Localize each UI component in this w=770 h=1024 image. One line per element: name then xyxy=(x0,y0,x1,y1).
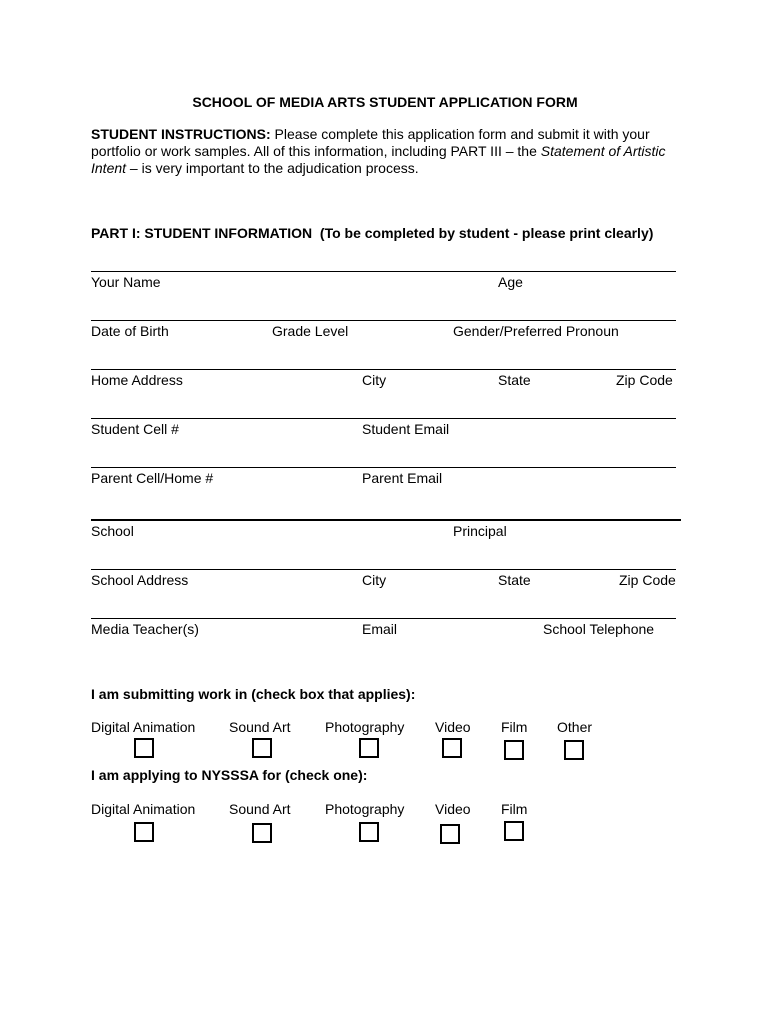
zip-code-label: Zip Code xyxy=(616,372,673,388)
part1-heading-main: PART I: STUDENT INFORMATION xyxy=(91,225,313,241)
submitting-heading: I am submitting work in (check box that applies): xyxy=(91,686,416,702)
gender-label: Gender/Preferred Pronoun xyxy=(453,323,619,339)
your-name-label: Your Name xyxy=(91,274,161,290)
submit-option-sound-art-label: Sound Art xyxy=(229,719,291,735)
media-teacher-label: Media Teacher(s) xyxy=(91,621,199,637)
state-label: State xyxy=(498,372,531,388)
submit-option-photography-label: Photography xyxy=(325,719,405,735)
submit-sound-art-checkbox[interactable] xyxy=(252,738,272,758)
email-label: Email xyxy=(362,621,398,637)
principal-label: Principal xyxy=(453,523,507,539)
submit-other-checkbox[interactable] xyxy=(564,740,584,760)
submit-option-film-label: Film xyxy=(501,719,528,735)
student-email-label: Student Email xyxy=(362,421,450,437)
school-label: School xyxy=(91,523,134,539)
part1-heading xyxy=(91,225,653,241)
instructions-text-1: Please complete this application form and submit it with your portfolio or work samples. All of this information, including PART III – the xyxy=(91,126,650,159)
school-city-label: City xyxy=(362,572,387,588)
age-label: Age xyxy=(498,274,523,290)
school-address-line[interactable] xyxy=(91,569,676,570)
parent-cell-line[interactable] xyxy=(91,467,676,468)
apply-video-checkbox[interactable] xyxy=(440,824,460,844)
school-zip-label: Zip Code xyxy=(619,572,676,588)
student-cell-line[interactable] xyxy=(91,418,676,419)
student-instructions xyxy=(91,126,691,177)
apply-option-digital-animation-label: Digital Animation xyxy=(91,801,196,817)
submit-video-checkbox[interactable] xyxy=(442,738,462,758)
grade-level-label: Grade Level xyxy=(272,323,349,339)
apply-option-sound-art-label: Sound Art xyxy=(229,801,291,817)
school-line[interactable] xyxy=(91,519,681,521)
apply-sound-art-checkbox[interactable] xyxy=(252,823,272,843)
apply-option-video-label: Video xyxy=(435,801,471,817)
submit-option-other-label: Other xyxy=(557,719,593,735)
apply-option-film-label: Film xyxy=(501,801,528,817)
date-of-birth-label: Date of Birth xyxy=(91,323,169,339)
submit-digital-animation-checkbox[interactable] xyxy=(134,738,154,758)
dob-line[interactable] xyxy=(91,320,676,321)
apply-digital-animation-checkbox[interactable] xyxy=(134,822,154,842)
apply-option-photography-label: Photography xyxy=(325,801,405,817)
submit-film-checkbox[interactable] xyxy=(504,740,524,760)
instructions-label: STUDENT INSTRUCTIONS: xyxy=(91,126,271,142)
student-cell-label: Student Cell # xyxy=(91,421,179,437)
your-name-line[interactable] xyxy=(91,271,676,272)
part1-heading-sub: (To be completed by student - please print clearly) xyxy=(319,225,654,241)
form-title: SCHOOL OF MEDIA ARTS STUDENT APPLICATION FORM xyxy=(192,94,578,110)
instructions-italic: Statement of Artistic Intent xyxy=(91,143,666,176)
media-teacher-line[interactable] xyxy=(91,618,676,619)
home-address-line[interactable] xyxy=(91,369,676,370)
submit-photography-checkbox[interactable] xyxy=(359,738,379,758)
apply-photography-checkbox[interactable] xyxy=(359,822,379,842)
submit-option-digital-animation-label: Digital Animation xyxy=(91,719,196,735)
parent-email-label: Parent Email xyxy=(362,470,443,486)
parent-cell-label: Parent Cell/Home # xyxy=(91,470,214,486)
applying-heading: I am applying to NYSSSA for (check one): xyxy=(91,767,368,783)
school-state-label: State xyxy=(498,572,531,588)
instructions-text-2: – is very important to the adjudication process. xyxy=(126,160,419,176)
city-label: City xyxy=(362,372,387,388)
apply-film-checkbox[interactable] xyxy=(504,821,524,841)
submit-option-video-label: Video xyxy=(435,719,471,735)
school-telephone-label: School Telephone xyxy=(543,621,655,637)
home-address-label: Home Address xyxy=(91,372,183,388)
school-address-label: School Address xyxy=(91,572,189,588)
